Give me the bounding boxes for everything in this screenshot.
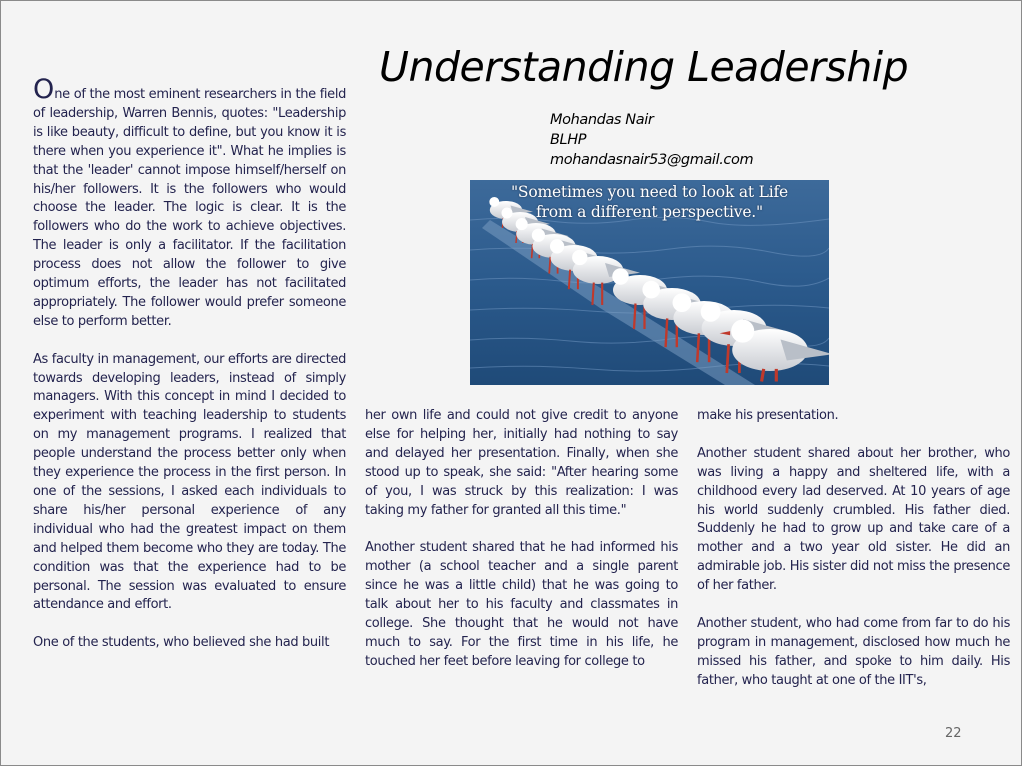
paragraph: her own life and could not give credit to anyone else for helping her, initially had nothing to say and delayed her presentation. Finally, when she stood up to speak, she said: "After hearing some of you, I was struck by this realization: I was taking my father for granted all this time.": [365, 408, 678, 518]
paragraph: Another student shared that he had informed his mother (a school teacher and a single parent since he was a little child) that he was going to talk about her to his faculty and classmates in college. She thought that he would not have much to say. For the first time in his life, he touched her feet before leaving for college to: [365, 540, 678, 669]
text-column-3: [697, 407, 1010, 691]
text-column-2: [365, 407, 678, 672]
paragraph: Another student shared about her brother, who was living a happy and sheltered life, with a childhood every lad deserved. At 10 years of age his world suddenly crumbled. His father died. Suddenly he had to grow up and take care of a mother and a two year old sister. He did an admirable job. His sister did not miss the presence of her father.: [697, 445, 1010, 594]
paragraph: As faculty in management, our efforts are directed towards developing leaders, instead of simply managers. With this concept in mind I decided to experiment with teaching leadership to students on my management programs. I realized that people understand the process better only when they experience the process in the first person. In one of the sessions, I asked each individuals to share his/her personal experience of any individual who had the greatest impact on them and helped them become who they are today. The condition was that the experience had to be personal. The session was evaluated to ensure attendance and effort.: [33, 351, 346, 613]
paragraph: make his presentation.: [697, 408, 839, 423]
paragraph: [33, 74, 346, 332]
photo-caption: [470, 182, 829, 222]
caption-line-2: from a different perspective.": [536, 203, 763, 221]
author-org: BLHP: [550, 132, 587, 148]
author-block: [550, 110, 753, 170]
drop-cap: O: [33, 74, 55, 105]
text-column-1: [33, 74, 346, 653]
paragraph: One of the students, who believed she had built: [33, 635, 330, 651]
article-title: Understanding Leadership: [379, 43, 909, 91]
caption-line-1: "Sometimes you need to look at Life: [510, 183, 789, 201]
seagulls-photo: [470, 180, 829, 385]
paragraph: Another student, who had come from far to do his program in management, disclosed how much he missed his father, and spoke to him daily. His father, who taught at one of the IIT's,: [697, 615, 1010, 688]
author-email: mohandasnair53@gmail.com: [550, 152, 754, 168]
paragraph-text: ne of the most eminent researchers in the field of leadership, Warren Bennis, quotes: "Leadership is like beauty, difficult to define, but you know it is there when you experience it". What he implies is that the 'leader' cannot impose himself/herself on his/her followers. It is the followers who would choose the leader. The logic is clear. It is the followers who do the work to achieve objectives. The leader is only a facilitator. If the facilitation process does not allow the follower to give optimum efforts, the leader has not facilitated appropriately. The follower would prefer someone else to perform better.: [33, 87, 346, 329]
author-name: Mohandas Nair: [550, 112, 654, 128]
page-number: 22: [945, 726, 962, 741]
